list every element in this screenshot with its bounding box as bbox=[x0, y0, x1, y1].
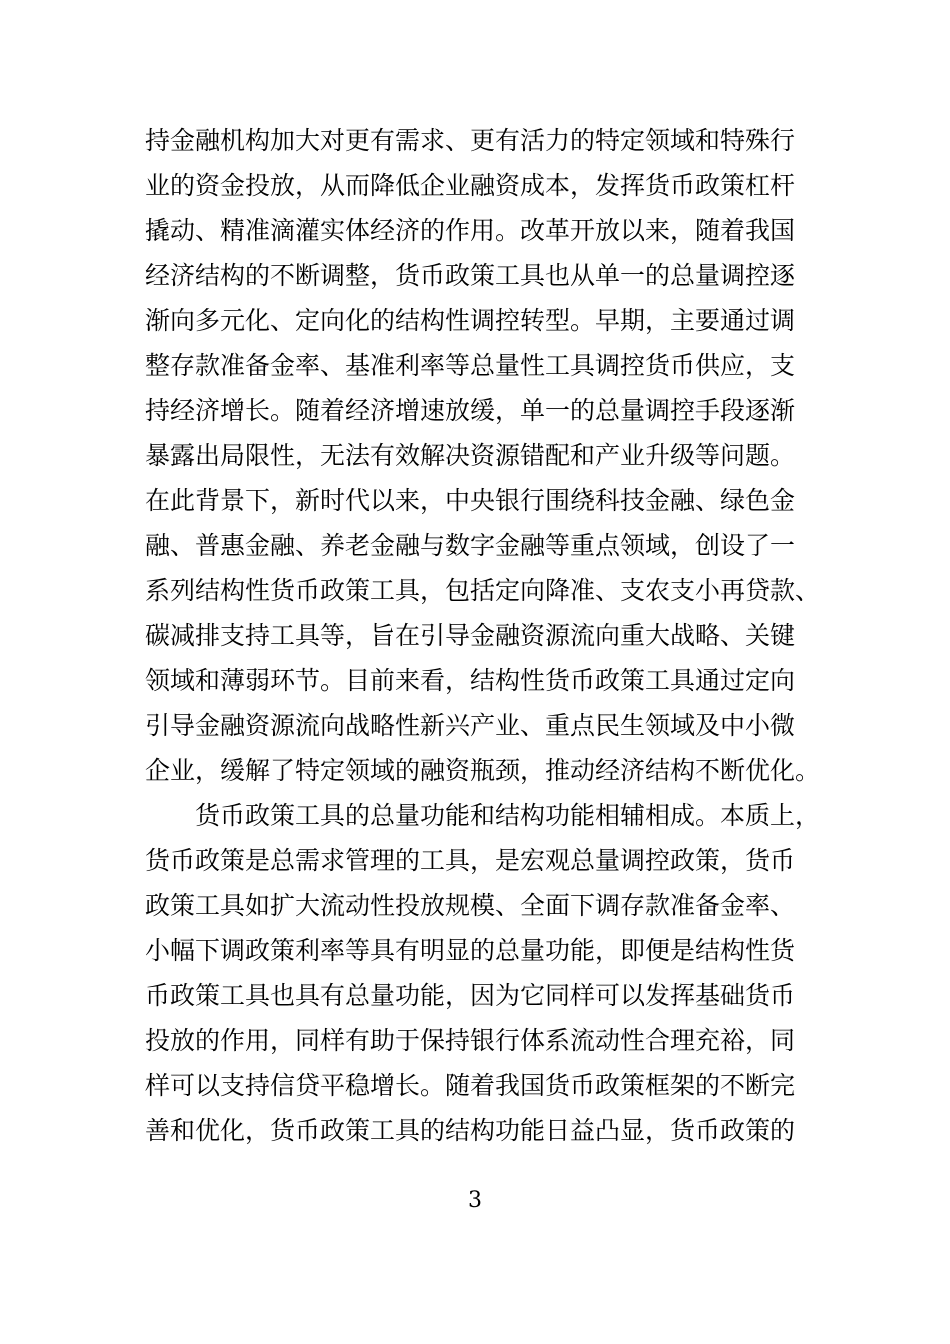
text-line: 业的资金投放，从而降低企业融资成本，发挥货币政策杠杆 bbox=[145, 171, 796, 200]
text-line: 在此背景下，新时代以来，中央银行围绕科技金融、绿色金 bbox=[145, 486, 796, 515]
text-line: 投放的作用，同样有助于保持银行体系流动性合理充裕，同 bbox=[145, 1026, 796, 1055]
text-line: 融、普惠金融、养老金融与数字金融等重点领域，创设了一 bbox=[145, 531, 796, 560]
text-line: 领域和薄弱环节。目前来看，结构性货币政策工具通过定向 bbox=[145, 666, 796, 695]
text-line: 持金融机构加大对更有需求、更有活力的特定领域和特殊行 bbox=[145, 126, 796, 155]
text-line: 碳减排支持工具等，旨在引导金融资源流向重大战略、关键 bbox=[145, 621, 796, 650]
text-line: 货币政策是总需求管理的工具，是宏观总量调控政策，货币 bbox=[145, 846, 796, 875]
text-line: 经济结构的不断调整，货币政策工具也从单一的总量调控逐 bbox=[145, 261, 796, 290]
text-line: 引导金融资源流向战略性新兴产业、重点民生领域及中小微 bbox=[145, 711, 796, 740]
text-line: 撬动、精准滴灌实体经济的作用。改革开放以来，随着我国 bbox=[145, 216, 796, 245]
paragraph-start-line: 货币政策工具的总量功能和结构功能相辅相成。本质上， bbox=[195, 801, 821, 830]
text-line: 善和优化，货币政策工具的结构功能日益凸显，货币政策的 bbox=[145, 1116, 796, 1145]
page-number: 3 bbox=[468, 1188, 482, 1213]
text-line: 渐向多元化、定向化的结构性调控转型。早期，主要通过调 bbox=[145, 306, 796, 335]
text-line: 持经济增长。随着经济增速放缓，单一的总量调控手段逐渐 bbox=[145, 396, 796, 425]
text-line: 暴露出局限性，无法有效解决资源错配和产业升级等问题。 bbox=[145, 441, 796, 470]
text-line: 政策工具如扩大流动性投放规模、全面下调存款准备金率、 bbox=[145, 891, 796, 920]
body-text bbox=[145, 118, 821, 1153]
text-line: 企业，缓解了特定领域的融资瓶颈，推动经济结构不断优化。 bbox=[145, 756, 821, 785]
text-line: 系列结构性货币政策工具，包括定向降准、支农支小再贷款、 bbox=[145, 576, 821, 605]
text-line: 小幅下调政策利率等具有明显的总量功能，即便是结构性货 bbox=[145, 936, 796, 965]
text-line: 样可以支持信贷平稳增长。随着我国货币政策框架的不断完 bbox=[145, 1071, 796, 1100]
text-line: 整存款准备金率、基准利率等总量性工具调控货币供应，支 bbox=[145, 351, 796, 380]
text-line: 币政策工具也具有总量功能，因为它同样可以发挥基础货币 bbox=[145, 981, 796, 1010]
